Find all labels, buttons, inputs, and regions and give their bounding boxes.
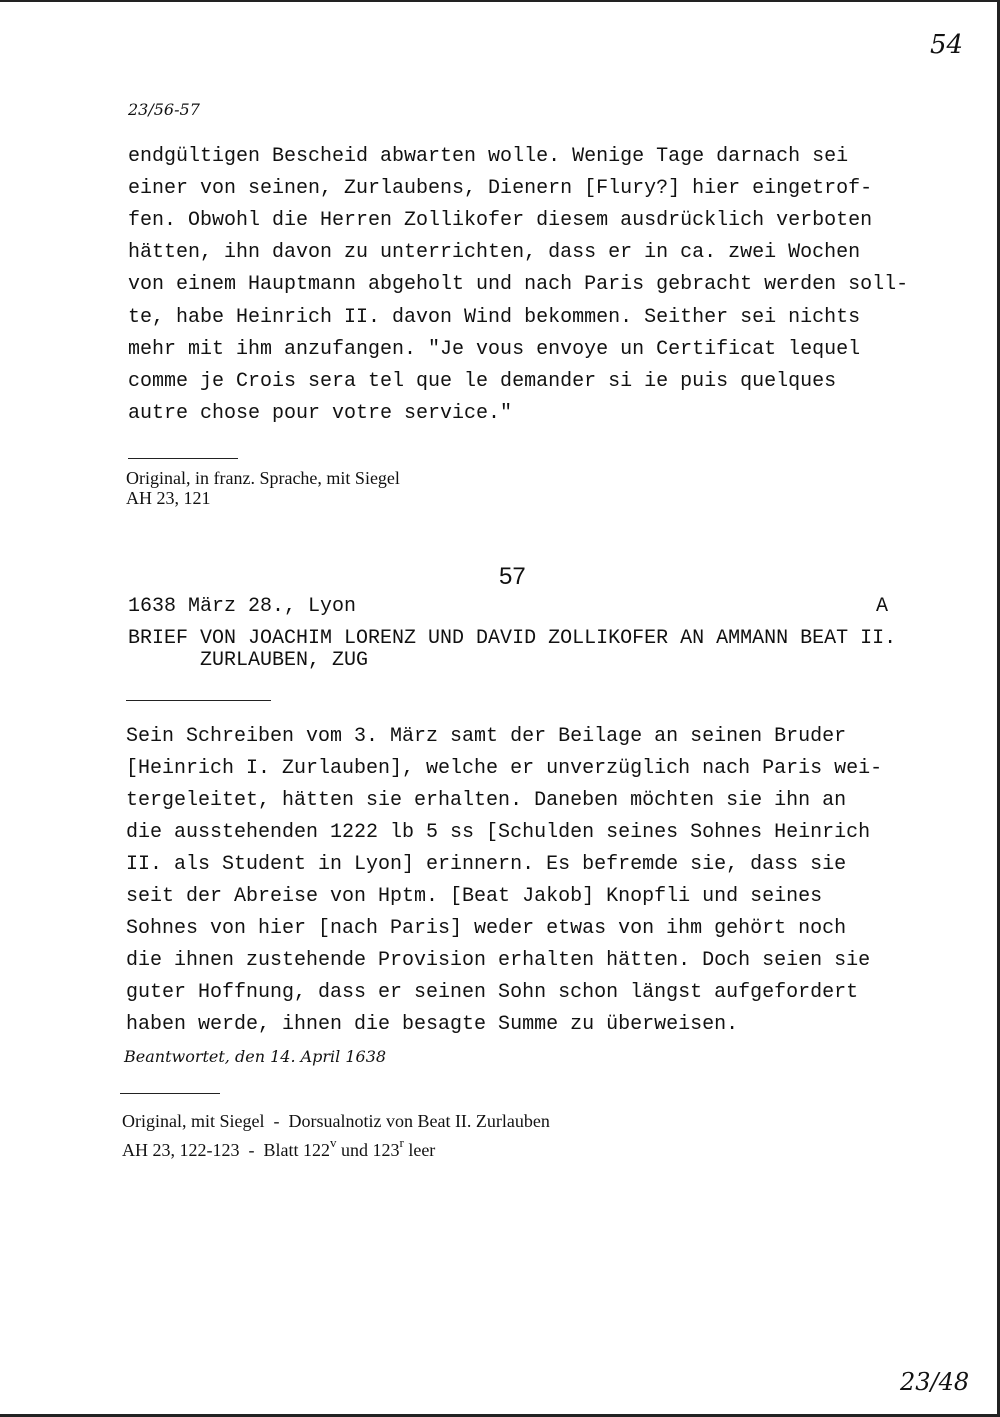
divider — [126, 700, 271, 701]
entry-56-note: Original, in franz. Sprache, mit Siegel — [126, 468, 400, 488]
scan-border-top — [0, 0, 1000, 2]
text-line: hätten, ihn davon zu unterrichten, dass er in ca. zwei Wochen — [128, 241, 861, 265]
entry-type-letter: A — [876, 595, 889, 618]
text-line: fen. Obwohl die Herren Zollikofer diesem ausdrücklich verboten — [128, 209, 873, 233]
entry-56-note: AH 23, 121 — [126, 488, 211, 508]
text-line: haben werde, ihnen die besagte Summe zu überweisen. — [126, 1013, 739, 1036]
text-line: tergeleitet, hätten sie erhalten. Daneben möchten sie ihn an — [126, 789, 847, 812]
text-line: te, habe Heinrich II. davon Wind bekommen. Seither sei nichts — [128, 305, 861, 329]
text-line: autre chose pour votre service." — [128, 401, 513, 425]
superscript: r — [399, 1135, 404, 1150]
text-line: die ausstehenden 1222 lb 5 ss [Schulden seines Sohnes Heinrich — [126, 821, 871, 844]
text-line: II. als Student in Lyon] erinnern. Es befremde sie, dass sie — [126, 853, 847, 876]
note-text: AH 23, 122-123 - Blatt 122 — [122, 1140, 330, 1160]
superscript: v — [329, 1135, 337, 1150]
dorsal-note: Beantwortet, den 14. April 1638 — [124, 1047, 387, 1066]
header-reference: 23/56-57 — [128, 100, 200, 119]
text-line: von einem Hauptmann abgeholt und nach Paris gebracht werden soll- — [128, 273, 909, 297]
handwritten-archive-ref: 23/48 — [900, 1368, 970, 1396]
entry-date-place: 1638 März 28., Lyon — [128, 595, 357, 618]
text-line: seit der Abreise von Hptm. [Beat Jakob] Knopfli und seines — [126, 885, 823, 908]
entry-57-note — [122, 1133, 435, 1160]
text-line: Sohnes von hier [nach Paris] weder etwas von ihm gehört noch — [126, 917, 847, 940]
text-line: Sein Schreiben vom 3. März samt der Beilage an seinen Bruder — [126, 725, 847, 748]
text-line: die ihnen zustehende Provision erhalten hätten. Doch seien sie — [126, 949, 871, 972]
text-line: guter Hoffnung, dass er seinen Sohn schon längst aufgefordert — [126, 981, 859, 1004]
text-line: comme je Crois sera tel que le demander si ie puis quelques — [128, 369, 837, 393]
entry-57-note: Original, mit Siegel - Dorsualnotiz von Beat II. Zurlauben — [122, 1111, 550, 1131]
entry-title: BRIEF VON JOACHIM LORENZ UND DAVID ZOLLIKOFER AN AMMANN BEAT II. — [128, 627, 897, 650]
divider — [128, 458, 238, 459]
entry-title: ZURLAUBEN, ZUG — [200, 649, 369, 672]
divider — [120, 1093, 220, 1094]
text-line: mehr mit ihm anzufangen. "Je vous envoye un Certificat lequel — [128, 337, 861, 361]
text-line: [Heinrich I. Zurlauben], welche er unverzüglich nach Paris wei- — [126, 757, 883, 780]
note-text: leer — [403, 1140, 436, 1160]
text-line: endgültigen Bescheid abwarten wolle. Wenige Tage darnach sei — [128, 145, 849, 168]
entry-number: 57 — [499, 563, 526, 590]
handwritten-page-number: 54 — [930, 30, 964, 60]
note-text: und 123 — [336, 1140, 400, 1160]
text-line: einer von seinen, Zurlaubens, Dienern [Flury?] hier eingetrof- — [128, 177, 873, 201]
